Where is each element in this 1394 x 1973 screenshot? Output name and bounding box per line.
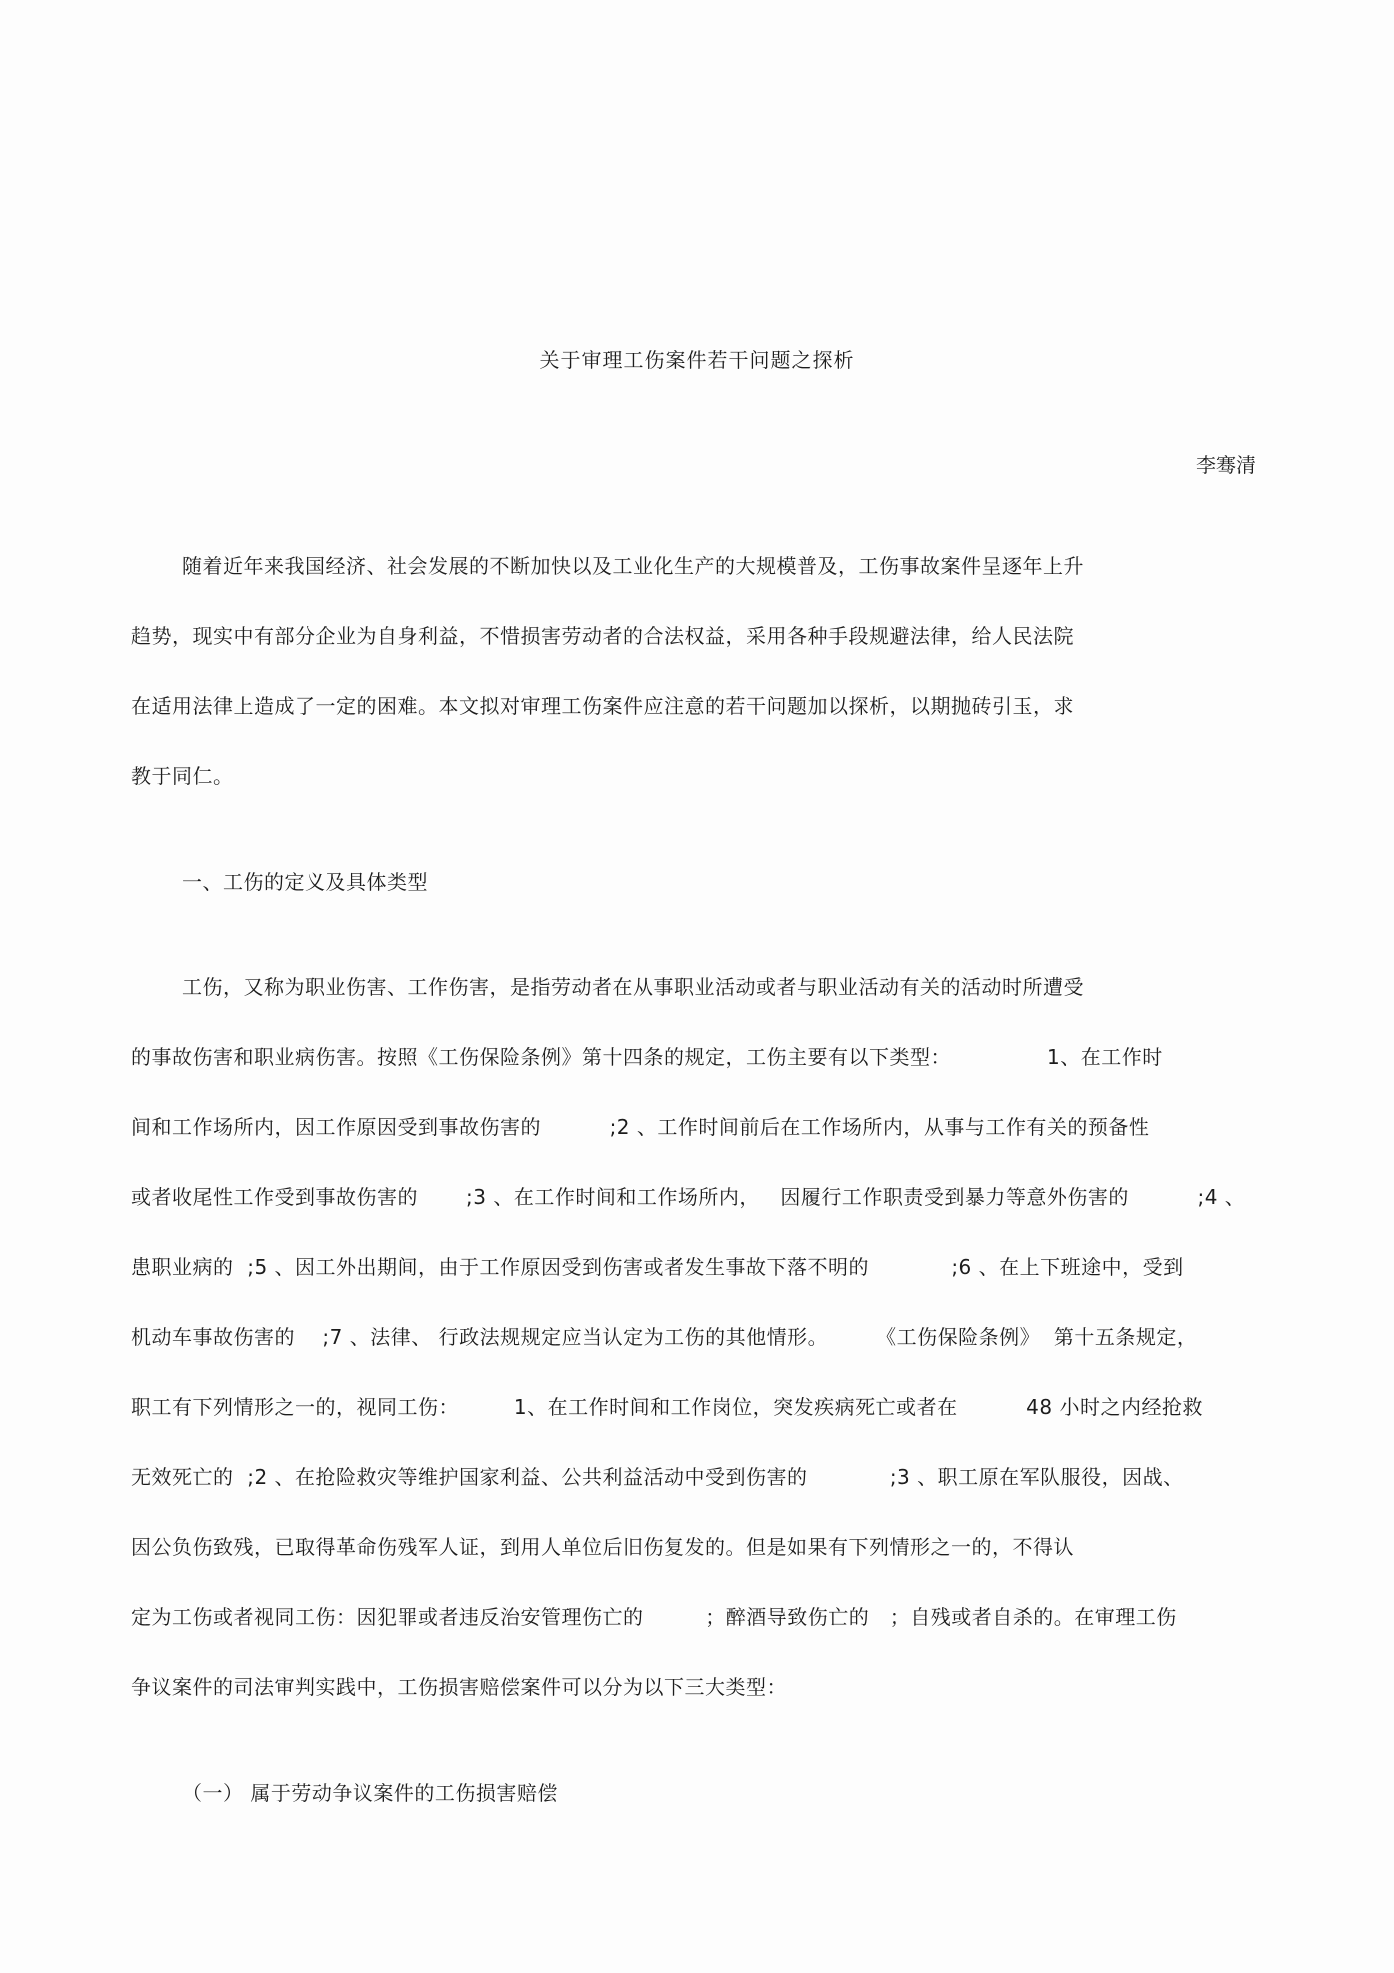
paragraph-line: 间和工作场所内，因工作原因受到事故伤害的 ;2 、工作时间前后在工作场所内，从事与工作有关的预备性 [131, 1115, 1150, 1139]
paragraph-line: 在适用法律上造成了一定的困难。本文拟对审理工伤案件应注意的若干问题加以探析，以期抛砖引玉，求 [131, 694, 1074, 718]
paragraph-line: 因公负伤致残，已取得革命伤残军人证，到用人单位后旧伤复发的。但是如果有下列情形之一的，不得认 [131, 1535, 1074, 1559]
paragraph-line: 职工有下列情形之一的，视同工伤： 1、在工作时间和工作岗位，突发疾病死亡或者在 48 小时之内经抢救 [131, 1395, 1203, 1419]
paragraph-line: 随着近年来我国经济、社会发展的不断加快以及工业化生产的大规模普及，工伤事故案件呈逐年上升 [182, 554, 1084, 578]
paragraph-line: 趋势，现实中有部分企业为自身利益，不惜损害劳动者的合法权益，采用各种手段规避法律，给人民法院 [131, 624, 1074, 648]
paragraph-line: 争议案件的司法审判实践中，工伤损害赔偿案件可以分为以下三大类型： [131, 1675, 787, 1699]
document-title: 关于审理工伤案件若干问题之探析 [539, 348, 855, 372]
section-heading: 一、工伤的定义及具体类型 [182, 870, 428, 894]
subsection-heading: （一） 属于劳动争议案件的工伤损害赔偿 [182, 1781, 558, 1805]
paragraph-line: 或者收尾性工作受到事故伤害的 ;3 、在工作时间和工作场所内， 因履行工作职责受到暴力等意外伤害的 ;4 、 [131, 1185, 1246, 1209]
paragraph-line: 教于同仁。 [131, 764, 234, 788]
paragraph-line: 机动车事故伤害的 ;7 、法律、 行政法规规定应当认定为工伤的其他情形。 《工伤保险条例》 第十五条规定， [131, 1325, 1198, 1349]
paragraph-line: 无效死亡的 ;2 、在抢险救灾等维护国家利益、公共利益活动中受到伤害的 ;3 、职工原在军队服役，因战、 [131, 1465, 1184, 1489]
paragraph-line: 定为工伤或者视同工伤：因犯罪或者违反治安管理伤亡的 ；醉酒导致伤亡的 ；自残或者自杀的。在审理工伤 [131, 1605, 1177, 1629]
paragraph-line: 工伤，又称为职业伤害、工作伤害，是指劳动者在从事职业活动或者与职业活动有关的活动时所遭受 [182, 975, 1084, 999]
paragraph-line: 患职业病的 ;5 、因工外出期间，由于工作原因受到伤害或者发生事故下落不明的 ;6 、在上下班途中，受到 [131, 1255, 1184, 1279]
document-author: 李骞清 [1196, 453, 1256, 477]
paragraph-line: 的事故伤害和职业病伤害。按照《工伤保险条例》第十四条的规定，工伤主要有以下类型： 1、在工作时 [131, 1045, 1163, 1069]
